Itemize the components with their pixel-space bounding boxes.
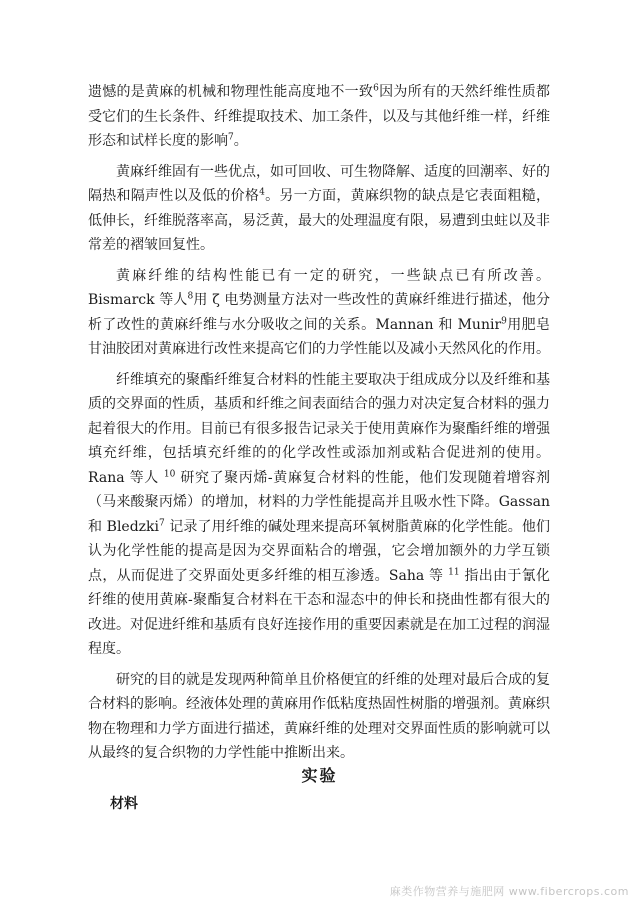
text-run: 。另一方面，黄麻织物的缺点是它表面粗糙，低伸长，纤维脱落率高，易泛黄，最大的处理温度有限，易遭到虫蛀以及非常差的褶皱回复性。 [88, 188, 551, 253]
text-run: 遗憾的是黄麻的机械和物理性能高度地不一致 [88, 84, 374, 100]
citation-marker: 7 [228, 132, 234, 143]
text-run: 纤维填充的聚酯纤维复合材料的性能主要取决于组成成分以及纤维和基质的交界面的性质，基质和纤维之间表面结合的强力对决定复合材料的强力起着很大的作用。目前已有很多报告记录关于使用黄麻作为聚酯纤维的增强填充纤维，包括填充纤维的的化学改性或添加剂或粘合促进剂的使用。Rana 等人 [88, 371, 550, 486]
subsection-title: 材料 [110, 796, 138, 812]
text-run: 黄麻纤维固有一些优点，如可回收、可生物降解、适度的回潮率、好的隔热和隔声性以及低的价格 [88, 163, 550, 204]
citation-marker: 7 [159, 517, 165, 528]
paragraph-1 [88, 80, 550, 154]
text-run: 研究的目的就是发现两种简单且价格便宜的纤维的处理对最后合成的复合材料的影响。经液体处理的黄麻用作低粘度热固性树脂的增强剂。黄麻织物在物理和力学方面进行描述，黄麻纤维的处理对交界面性质的影响就可以从最终的复合织物的力学性能中推断出来。 [88, 671, 550, 761]
text-run: 研究了聚丙烯-黄麻复合材料的性能，他们发现随着增容剂（马来酸聚丙烯）的增加，材料的力学性能提高并且吸水性下降。Gassan 和 Bledzki [88, 469, 550, 535]
text-run: 。 [233, 133, 248, 149]
text-run: 指出由于氰化纤维的使用黄麻-聚酯复合材料在干态和湿态中的伸长和挠曲性都有很大的改进。对促进纤维和基质有良好连接作用的重要因素就是在加工过程的润湿程度。 [88, 567, 551, 657]
paragraph-3 [88, 264, 550, 362]
paragraph-4 [88, 368, 550, 662]
text-run: 用肥皂甘油胶团对黄麻进行改性来提高它们的力学性能以及减小天然风化的作用。 [88, 316, 550, 357]
citation-marker: 11 [448, 566, 460, 577]
section-title: 实验 [301, 766, 338, 785]
text-run: 用 ζ 电势测量方法对一些改性的黄麻纤维进行描述，他分析了改性的黄麻纤维与水分吸收之间的关系。Mannan 和 Munir [88, 292, 550, 333]
text-run: 记录了用纤维的碱处理来提高环氧树脂黄麻的化学性能。他们认为化学性能的提高是因为交界面粘合的增强，它会增加额外的力学互锁点，从而促进了交界面处更多纤维的相互渗透。Saha 等 [88, 518, 550, 584]
watermark: 麻类作物营养与施肥网 www.fibercrops.com [389, 885, 629, 898]
paragraph-2 [88, 160, 550, 258]
citation-marker: 8 [187, 291, 194, 302]
citation-marker: 10 [163, 468, 176, 479]
paragraph-5 [88, 668, 550, 766]
text-run: 黄麻纤维的结构性能已有一定的研究，一些缺点已有所改善。Bismarck 等人 [88, 267, 550, 308]
citation-marker: 4 [259, 187, 265, 198]
body-text [88, 80, 550, 772]
text-run: 因为所有的天然纤维性质都受它们的生长条件、纤维提取技术、加工条件，以及与其他纤维一样，纤维形态和试样长度的影响 [88, 84, 551, 149]
citation-marker: 9 [501, 315, 507, 326]
citation-marker: 6 [373, 83, 379, 94]
